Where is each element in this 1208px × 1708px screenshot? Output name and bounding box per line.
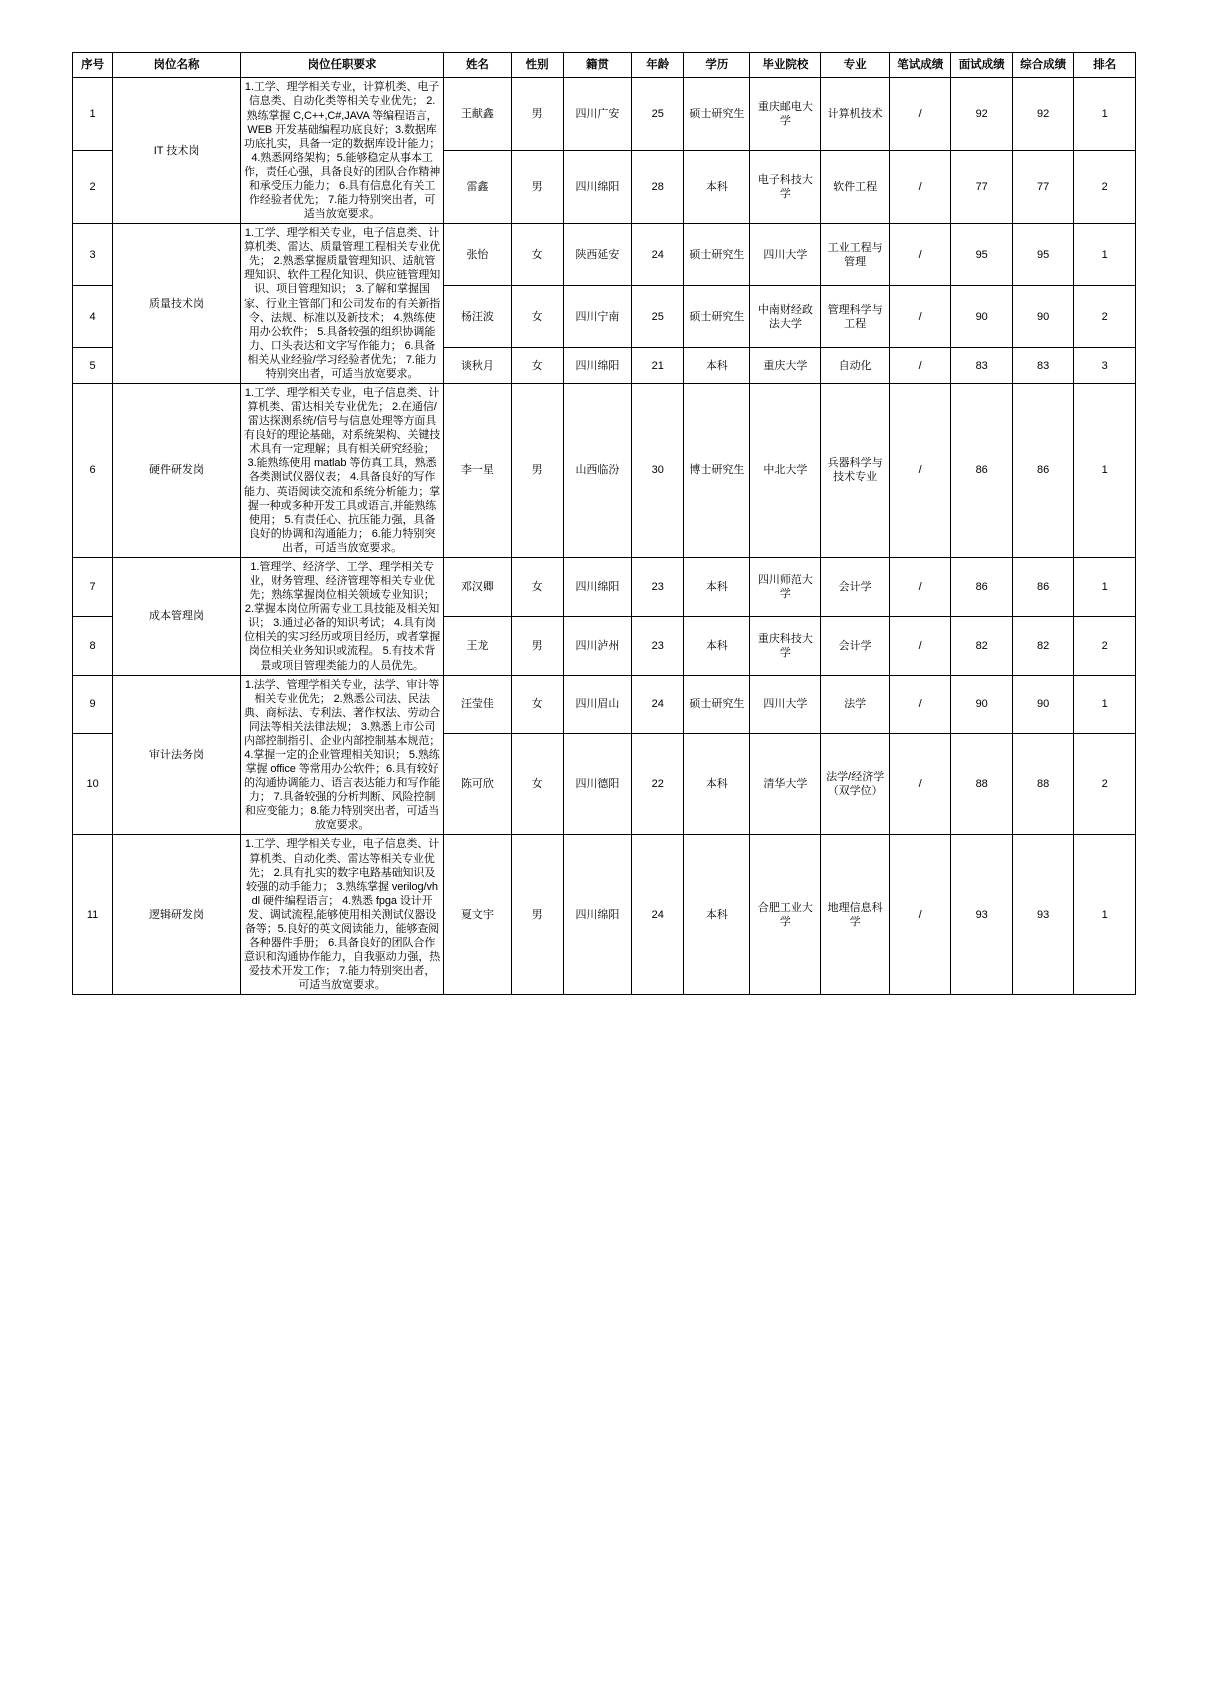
table-row [73,835,1136,995]
cell-requirement: 1.工学、理学相关专业，电子信息类、计算机类、雷达相关专业优先； 2.在通信/雷达探测系统/信号与信息处理等方面具有良好的理论基础，对系统架构、关键技术具有一定理解；具有相关研究经验； 3.能熟练使用 matlab 等仿真工具，熟悉各类测试仪器仪表； 4.具备良好的写作能力、英语阅读交流和系统分析能力；掌握一种或多种开发工具或语言,并能熟练使用； 5.有责任心、抗压能力强，具备良好的协调和沟通能力； 6.能力特别突出者，可适当放宽要求。 [240,384,443,558]
recruitment-results-table [72,52,1136,995]
cell-requirement: 1.工学、理学相关专业，电子信息类、计算机类、自动化类、雷达等相关专业优先； 2.具有扎实的数字电路基础知识及较强的动手能力； 3.熟练掌握 verilog/vhdl 硬件编程语言； 4.熟悉 fpga 设计开发、调试流程,能够使用相关测试仪器设备等；5.良好的英文阅读能力，能够查阅各种器件手册； 6.具备良好的团队合作意识和沟通协作能力，自我驱动力强，热爱技术开发工作； 7.能力特别突出者，可适当放宽要求。 [240,835,443,995]
cell-interview-score: 88 [951,733,1012,834]
cell-seq: 4 [73,286,113,348]
cell-education: 硕士研究生 [684,224,750,286]
cell-interview-score: 90 [951,675,1012,733]
cell-school: 重庆邮电大学 [750,78,821,151]
cell-gender: 男 [511,151,563,224]
column-header-gender: 性别 [511,53,563,78]
cell-written-score: / [889,286,950,348]
cell-major: 会计学 [821,616,890,675]
cell-rank: 2 [1074,733,1136,834]
cell-rank: 1 [1074,224,1136,286]
cell-gender: 女 [511,675,563,733]
cell-written-score: / [889,557,950,616]
cell-written-score: / [889,384,950,558]
cell-school: 中南财经政法大学 [750,286,821,348]
cell-native-place: 四川绵阳 [563,348,632,384]
cell-total-score: 92 [1012,78,1073,151]
cell-major: 工业工程与管理 [821,224,890,286]
cell-rank: 2 [1074,616,1136,675]
cell-major: 法学 [821,675,890,733]
cell-native-place: 四川泸州 [563,616,632,675]
column-header-post-name: 岗位名称 [113,53,241,78]
cell-name: 夏文宇 [444,835,511,995]
cell-total-score: 90 [1012,675,1073,733]
cell-native-place: 四川绵阳 [563,835,632,995]
column-header-seq: 序号 [73,53,113,78]
cell-major: 自动化 [821,348,890,384]
cell-seq: 10 [73,733,113,834]
cell-major: 地理信息科学 [821,835,890,995]
cell-seq: 5 [73,348,113,384]
cell-education: 本科 [684,348,750,384]
cell-gender: 男 [511,616,563,675]
cell-major: 法学/经济学（双学位） [821,733,890,834]
cell-name: 谈秋月 [444,348,511,384]
cell-major: 软件工程 [821,151,890,224]
cell-native-place: 山西临汾 [563,384,632,558]
cell-education: 本科 [684,557,750,616]
cell-native-place: 陕西延安 [563,224,632,286]
cell-gender: 男 [511,384,563,558]
cell-education: 本科 [684,835,750,995]
cell-major: 管理科学与工程 [821,286,890,348]
cell-seq: 7 [73,557,113,616]
cell-education: 硕士研究生 [684,78,750,151]
column-header-rank: 排名 [1074,53,1136,78]
cell-rank: 1 [1074,78,1136,151]
cell-total-score: 86 [1012,384,1073,558]
cell-gender: 女 [511,286,563,348]
column-header-written-score: 笔试成绩 [889,53,950,78]
cell-native-place: 四川眉山 [563,675,632,733]
cell-total-score: 82 [1012,616,1073,675]
cell-gender: 男 [511,78,563,151]
cell-interview-score: 95 [951,224,1012,286]
table-header-row [73,53,1136,78]
cell-age: 28 [632,151,684,224]
cell-post-name: 成本管理岗 [113,557,241,675]
cell-native-place: 四川绵阳 [563,151,632,224]
cell-requirement: 1.工学、理学相关专业，计算机类、电子信息类、自动化类等相关专业优先； 2.熟练掌握 C,C++,C#,JAVA 等编程语言，WEB 开发基础编程功底良好；3.数据库功底扎实，具备一定的数据库设计能力； 4.熟悉网络架构；5.能够稳定从事本工作，责任心强，具备良好的团队合作精神和承受压力能力； 6.具有信息化有关工作经验者优先； 7.能力特别突出者，可适当放宽要求。 [240,78,443,224]
cell-school: 合肥工业大学 [750,835,821,995]
cell-post-name: IT 技术岗 [113,78,241,224]
cell-name: 邓汉卿 [444,557,511,616]
cell-education: 博士研究生 [684,384,750,558]
cell-education: 硕士研究生 [684,675,750,733]
cell-age: 24 [632,835,684,995]
cell-rank: 3 [1074,348,1136,384]
column-header-major: 专业 [821,53,890,78]
cell-written-score: / [889,835,950,995]
cell-school: 四川大学 [750,224,821,286]
cell-gender: 女 [511,557,563,616]
cell-requirement: 1.法学、管理学相关专业，法学、审计等相关专业优先； 2.熟悉公司法、民法典、商标法、专利法、著作权法、劳动合同法等相关法律法规； 3.熟悉上市公司内部控制指引、企业内部控制基本规范； 4.掌握一定的企业管理相关知识； 5.熟练掌握 office 等常用办公软件；6.具有较好的沟通协调能力、语言表达能力和写作能力； 7.具备较强的分析判断、风险控制和应变能力；8.能力特别突出者，可适当放宽要求。 [240,675,443,835]
table-row [73,675,1136,733]
cell-native-place: 四川绵阳 [563,557,632,616]
cell-seq: 6 [73,384,113,558]
column-header-education: 学历 [684,53,750,78]
cell-name: 陈可欣 [444,733,511,834]
table-row [73,384,1136,558]
cell-seq: 3 [73,224,113,286]
cell-rank: 1 [1074,835,1136,995]
cell-interview-score: 77 [951,151,1012,224]
table-row [73,78,1136,151]
cell-school: 清华大学 [750,733,821,834]
cell-school: 中北大学 [750,384,821,558]
cell-age: 30 [632,384,684,558]
cell-rank: 1 [1074,557,1136,616]
cell-post-name: 逻辑研发岗 [113,835,241,995]
cell-post-name: 质量技术岗 [113,224,241,384]
cell-total-score: 83 [1012,348,1073,384]
cell-interview-score: 83 [951,348,1012,384]
cell-written-score: / [889,78,950,151]
cell-written-score: / [889,675,950,733]
cell-age: 24 [632,675,684,733]
cell-age: 25 [632,78,684,151]
cell-total-score: 77 [1012,151,1073,224]
cell-requirement: 1.工学、理学相关专业，电子信息类、计算机类、雷达、质量管理工程相关专业优先； 2.熟悉掌握质量管理知识、适航管理知识、软件工程化知识、供应链管理知识、项目管理知识； 3.了解和掌握国家、行业主管部门和公司发布的有关新指令、法规、标准以及新技术； 4.熟练使用办公软件； 5.具备较强的组织协调能力、口头表达和文字写作能力； 6.具备相关从业经验/学习经验者优先； 7.能力特别突出者，可适当放宽要求。 [240,224,443,384]
cell-rank: 1 [1074,675,1136,733]
cell-rank: 2 [1074,151,1136,224]
column-header-requirement: 岗位任职要求 [240,53,443,78]
cell-name: 王龙 [444,616,511,675]
column-header-name: 姓名 [444,53,511,78]
cell-school: 重庆科技大学 [750,616,821,675]
cell-native-place: 四川广安 [563,78,632,151]
table-body [73,78,1136,995]
cell-interview-score: 82 [951,616,1012,675]
cell-post-name: 审计法务岗 [113,675,241,835]
cell-interview-score: 86 [951,384,1012,558]
cell-total-score: 90 [1012,286,1073,348]
cell-written-score: / [889,733,950,834]
cell-gender: 女 [511,733,563,834]
cell-written-score: / [889,348,950,384]
cell-major: 计算机技术 [821,78,890,151]
cell-education: 本科 [684,151,750,224]
cell-rank: 2 [1074,286,1136,348]
cell-name: 王献鑫 [444,78,511,151]
cell-requirement: 1.管理学、经济学、工学、理学相关专业，财务管理、经济管理等相关专业优先；熟练掌握岗位相关领域专业知识； 2.掌握本岗位所需专业工具技能及相关知识； 3.通过必备的知识考试； 4.具有岗位相关的实习经历或项目经历，或者掌握岗位相关业务知识或流程。 5.有技术背景或项目管理类能力的人员优先。 [240,557,443,675]
cell-interview-score: 86 [951,557,1012,616]
cell-written-score: / [889,151,950,224]
cell-total-score: 93 [1012,835,1073,995]
cell-seq: 8 [73,616,113,675]
cell-education: 本科 [684,733,750,834]
column-header-school: 毕业院校 [750,53,821,78]
cell-seq: 2 [73,151,113,224]
cell-total-score: 95 [1012,224,1073,286]
cell-interview-score: 93 [951,835,1012,995]
cell-major: 会计学 [821,557,890,616]
cell-name: 张怡 [444,224,511,286]
cell-seq: 1 [73,78,113,151]
cell-school: 四川师范大学 [750,557,821,616]
cell-seq: 11 [73,835,113,995]
cell-gender: 女 [511,348,563,384]
cell-name: 杨汪波 [444,286,511,348]
cell-age: 21 [632,348,684,384]
cell-interview-score: 90 [951,286,1012,348]
column-header-age: 年龄 [632,53,684,78]
cell-gender: 男 [511,835,563,995]
cell-age: 25 [632,286,684,348]
cell-gender: 女 [511,224,563,286]
cell-name: 李一星 [444,384,511,558]
cell-major: 兵器科学与技术专业 [821,384,890,558]
cell-name: 汪莹佳 [444,675,511,733]
cell-school: 重庆大学 [750,348,821,384]
cell-post-name: 硬件研发岗 [113,384,241,558]
table-row [73,557,1136,616]
cell-seq: 9 [73,675,113,733]
cell-total-score: 88 [1012,733,1073,834]
cell-written-score: / [889,224,950,286]
cell-name: 雷鑫 [444,151,511,224]
column-header-total-score: 综合成绩 [1012,53,1073,78]
table-header [73,53,1136,78]
cell-education: 本科 [684,616,750,675]
cell-native-place: 四川德阳 [563,733,632,834]
cell-education: 硕士研究生 [684,286,750,348]
cell-school: 四川大学 [750,675,821,733]
cell-age: 23 [632,557,684,616]
cell-native-place: 四川宁南 [563,286,632,348]
cell-school: 电子科技大学 [750,151,821,224]
cell-interview-score: 92 [951,78,1012,151]
cell-rank: 1 [1074,384,1136,558]
column-header-native-place: 籍贯 [563,53,632,78]
column-header-interview-score: 面试成绩 [951,53,1012,78]
cell-written-score: / [889,616,950,675]
cell-age: 22 [632,733,684,834]
cell-total-score: 86 [1012,557,1073,616]
table-row [73,224,1136,286]
cell-age: 24 [632,224,684,286]
cell-age: 23 [632,616,684,675]
